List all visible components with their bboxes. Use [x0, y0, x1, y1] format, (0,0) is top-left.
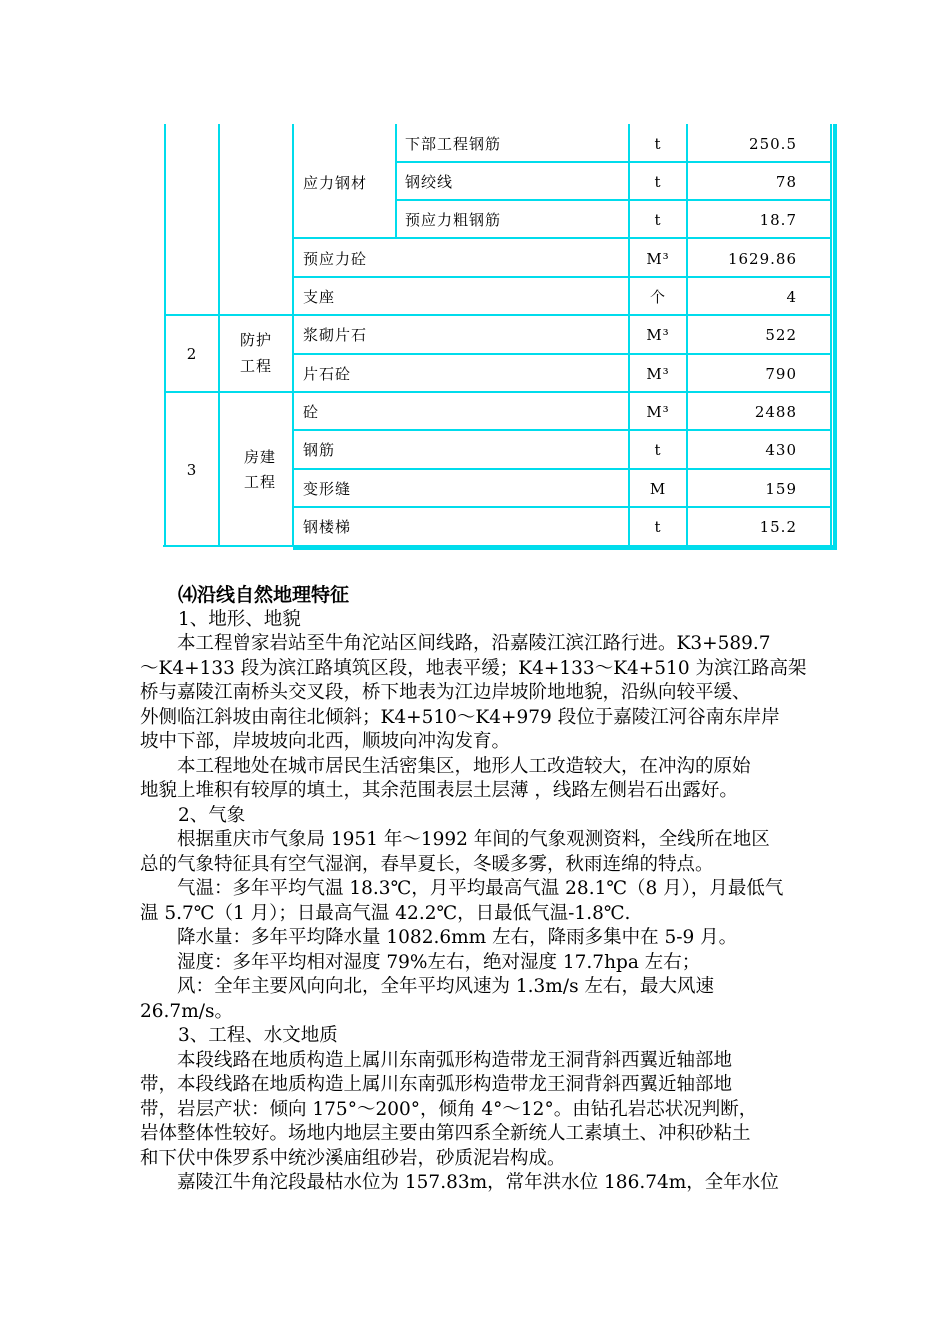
subheading-climate: 2、气象: [178, 805, 246, 826]
table-row-item: 浆砌片石: [303, 326, 368, 344]
row-number-3: 3: [186, 461, 198, 479]
table-row-qty: 790: [765, 365, 797, 383]
table-row-item: 钢绞线: [405, 173, 454, 191]
table-row-item: 下部工程钢筋: [405, 135, 502, 153]
paragraph-line: 本工程曾家岩站至牛角沱站区间线路，沿嘉陵江滨江路行进。K3+589.7: [140, 633, 771, 654]
table-row-qty: 4: [786, 288, 797, 306]
paragraph-line: 带，岩层产状：倾向 175°～200°，倾角 4°～12°。由钻孔岩芯状况判断，: [140, 1099, 758, 1120]
paragraph-line: 总的气象特征具有空气湿润，春旱夏长，冬暖多雾，秋雨连绵的特点。: [140, 854, 714, 875]
table-row-item: 变形缝: [303, 480, 352, 498]
table-row-unit: t: [654, 135, 662, 153]
quantity-table: [163, 124, 841, 550]
table-row-item: 钢筋: [303, 441, 336, 459]
table-row-qty: 1629.86: [727, 250, 797, 268]
row-number-2: 2: [186, 345, 198, 363]
paragraph-line: 根据重庆市气象局 1951 年～1992 年间的气象观测资料，全线所在地区: [140, 829, 770, 850]
table-row-unit: t: [654, 173, 662, 191]
table-row-qty: 15.2: [759, 518, 797, 536]
paragraph-line: 和下伏中侏罗系中统沙溪庙组砂岩，砂质泥岩构成。: [140, 1148, 566, 1169]
table-row-item: 钢楼梯: [303, 518, 352, 536]
paragraph-line: 湿度：多年平均相对湿度 79%左右，绝对湿度 17.7hpa 左右；: [140, 952, 701, 973]
paragraph-line: 气温：多年平均气温 18.3℃，月平均最高气温 28.1℃（8 月），月最低气: [140, 878, 784, 899]
table-row-item: 预应力砼: [303, 250, 368, 268]
category-protection-line2: 工程: [239, 357, 272, 375]
category-protection-line1: 防护: [239, 331, 272, 349]
table-row-unit: t: [654, 211, 662, 229]
paragraph-line: 风：全年主要风向向北，全年平均风速为 1.3m/s 左右，最大风速: [140, 976, 714, 997]
category-building-line1: 房建: [243, 448, 276, 466]
subheading-terrain: 1、地形、地貌: [178, 609, 301, 630]
paragraph-line: 地貌上堆积有较厚的填土，其余范围表层土层薄 ，线路左侧岩石出露好。: [140, 780, 738, 801]
table-row-unit: M³: [646, 250, 670, 268]
table-row-qty: 78: [775, 173, 797, 191]
table-row-unit: M: [649, 480, 667, 498]
table-row-unit: 个: [649, 288, 666, 306]
paragraph-line: 带，本段线路在地质构造上属川东南弧形构造带龙王洞背斜西翼近轴部地: [140, 1074, 733, 1095]
table-row-item: 支座: [303, 288, 336, 306]
table-row-unit: t: [654, 441, 662, 459]
paragraph-line: 坡中下部，岸坡坡向北西，顺坡向冲沟发育。: [140, 731, 511, 752]
paragraph-line: 降水量：多年平均降水量 1082.6mm 左右，降雨多集中在 5-9 月。: [140, 927, 738, 948]
table-row-qty: 2488: [754, 403, 797, 421]
table-row-qty: 522: [765, 326, 797, 344]
group-label-stressed-steel: 应力钢材: [303, 174, 368, 192]
table-row-item: 预应力粗钢筋: [405, 211, 502, 229]
table-row-qty: 430: [765, 441, 797, 459]
subheading-geology: 3、工程、水文地质: [178, 1025, 338, 1046]
table-row-unit: M³: [646, 403, 670, 421]
paragraph-line: 桥与嘉陵江南桥头交叉段，桥下地表为江边岸坡阶地地貌，沿纵向较平缓、: [140, 682, 751, 703]
table-row-unit: t: [654, 518, 662, 536]
table-row-qty: 18.7: [759, 211, 797, 229]
paragraph-line: 岩体整体性较好。场地内地层主要由第四系全新统人工素填土、冲积砂粘土: [140, 1123, 751, 1144]
table-row-item: 砼: [303, 403, 320, 421]
paragraph-line: 本段线路在地质构造上属川东南弧形构造带龙王洞背斜西翼近轴部地: [140, 1050, 733, 1071]
paragraph-line: ～K4+133 段为滨江路填筑区段，地表平缓；K4+133～K4+510 为滨江路高架: [140, 658, 807, 679]
paragraph-line: 26.7m/s。: [140, 1001, 233, 1022]
table-row-qty: 250.5: [749, 135, 797, 153]
paragraph-line: 外侧临江斜坡由南往北倾斜；K4+510～K4+979 段位于嘉陵江河谷南东岸岸: [140, 707, 780, 728]
paragraph-line: 温 5.7℃（1 月）；日最高气温 42.2℃，日最低气温-1.8℃.: [140, 903, 631, 924]
table-row-item: 片石砼: [303, 365, 352, 383]
table-row-unit: M³: [646, 326, 670, 344]
paragraph-line: 嘉陵江牛角沱段最枯水位为 157.83m，常年洪水位 186.74m，全年水位: [140, 1172, 779, 1193]
table-row-unit: M³: [646, 365, 670, 383]
paragraph-line: 本工程地处在城市居民生活密集区，地形人工改造较大，在冲沟的原始: [140, 756, 751, 777]
category-building-line2: 工程: [243, 473, 276, 491]
table-row-qty: 159: [765, 480, 797, 498]
section-heading: ⑷沿线自然地理特征: [178, 584, 350, 606]
